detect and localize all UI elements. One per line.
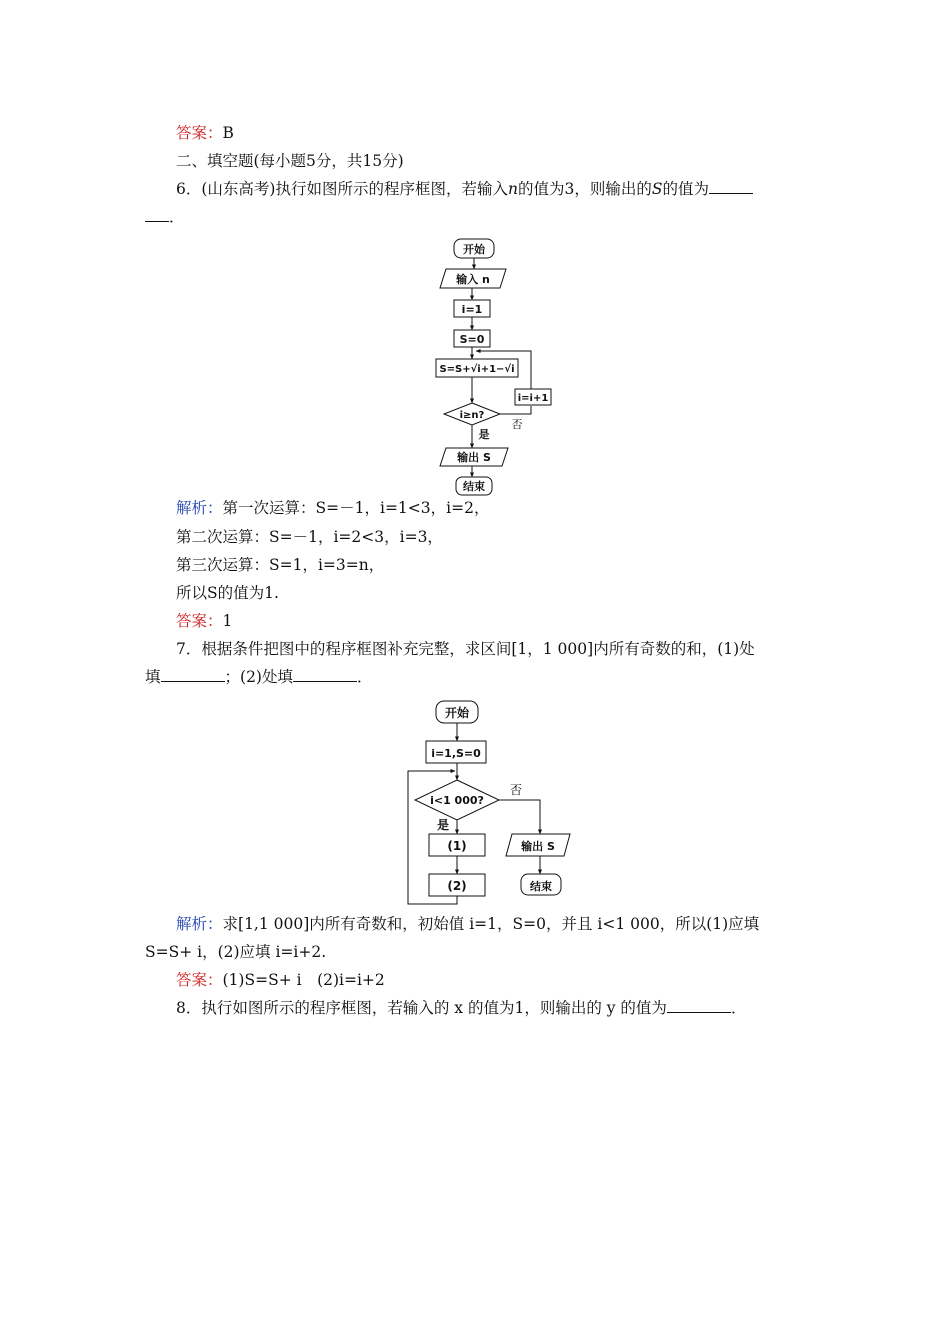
analysis-text: 第一次运算：S=－1，i=1<3，i=2， [222,499,490,517]
q6-var-s: S [651,180,663,198]
answer-label: 答案： [176,124,223,142]
flow-input-label: 输入 n [456,273,490,286]
flow2-output-label: 输出 S [521,840,555,853]
answer-label: 答案： [176,971,223,989]
q7-analysis-2: S=S+ i，(2)应填 i=i+2. [145,943,327,961]
answer-value: 1 [222,612,233,630]
q7-answer [176,970,841,990]
answer-value: (1)S=S+ i (2)i=i+2 [222,971,385,989]
flow-cond-label: i≥n? [459,410,485,421]
flow-init-i-label: i=1 [461,303,483,316]
q6-answer [176,611,841,631]
q7-text-part3: ． [356,668,373,686]
q6-var-n: n [507,180,518,198]
flow-incr-label: i=i+1 [517,393,549,404]
q6-analysis-1 [176,498,841,518]
q7-analysis-1 [176,914,841,934]
q6-blank [709,179,753,194]
flow2-no-label: 否 [509,783,523,797]
flow2-box2-label: (2) [447,879,467,893]
flow2-init-label: i=1,S=0 [431,747,481,760]
flowchart-q7 [398,696,578,908]
q6-text-part2: 的值为3，则输出的 [517,180,652,198]
flow2-yes-label: 是 [436,818,450,832]
flowchart-q6 [420,232,570,500]
section-title: 二、填空题(每小题5分，共15分) [176,152,404,170]
q6-analysis-3: 第三次运算：S=1，i=3=n， [176,556,385,574]
answer-value: B [222,124,234,142]
question-6-tail [145,207,810,227]
question-6-text [176,179,841,199]
flow-yes-label: 是 [478,428,490,441]
q7-blank-2 [293,667,357,682]
analysis-label: 解析： [176,499,223,517]
q7-blank-1 [161,667,225,682]
q8-text: 8．执行如图所示的程序框图，若输入的 x 的值为1，则输出的 y 的值为 [176,999,667,1017]
question-7-line1: 7．根据条件把图中的程序框图补充完整，求区间[1，1 000]内所有奇数的和，(1)处 [176,640,755,658]
flow2-end-label: 结束 [530,880,552,893]
q7-text-part2: ；(2)处填 [224,668,293,686]
flow-output-label: 输出 S [457,451,491,464]
analysis-label: 解析： [176,915,223,933]
flow-end-label: 结束 [463,480,485,493]
flow2-box1-label: (1) [447,839,467,853]
flow2-start-label: 开始 [444,706,470,720]
question-8 [176,998,841,1018]
flow2-cond-label: i<1 000? [430,794,484,807]
q8-blank [667,998,731,1013]
flow-update-label: S=S+√i+1−√i [439,364,515,375]
answer-label: 答案： [176,612,223,630]
q6-analysis-4: 所以S的值为1. [176,584,279,602]
question-7-line2 [145,667,810,687]
q7-text-part1: 填 [145,668,161,686]
flow-init-s-label: S=0 [459,333,485,346]
q6-tail-punct: ． [169,208,185,226]
flow-no-label: 否 [511,418,523,431]
q8-tail-punct: ． [730,999,747,1017]
q6-blank-cont [145,207,169,222]
q6-text-part1: 6．(山东高考)执行如图所示的程序框图，若输入 [176,180,508,198]
flow-start-label: 开始 [463,243,485,256]
answer-5 [176,123,841,143]
analysis-text: 求[1,1 000]内所有奇数和，初始值 i=1，S=0，并且 i<1 000，所以(1)应填 [222,915,760,933]
q6-analysis-2: 第二次运算：S=－1，i=2<3，i=3， [176,528,443,546]
q6-text-part3: 的值为 [662,180,709,198]
